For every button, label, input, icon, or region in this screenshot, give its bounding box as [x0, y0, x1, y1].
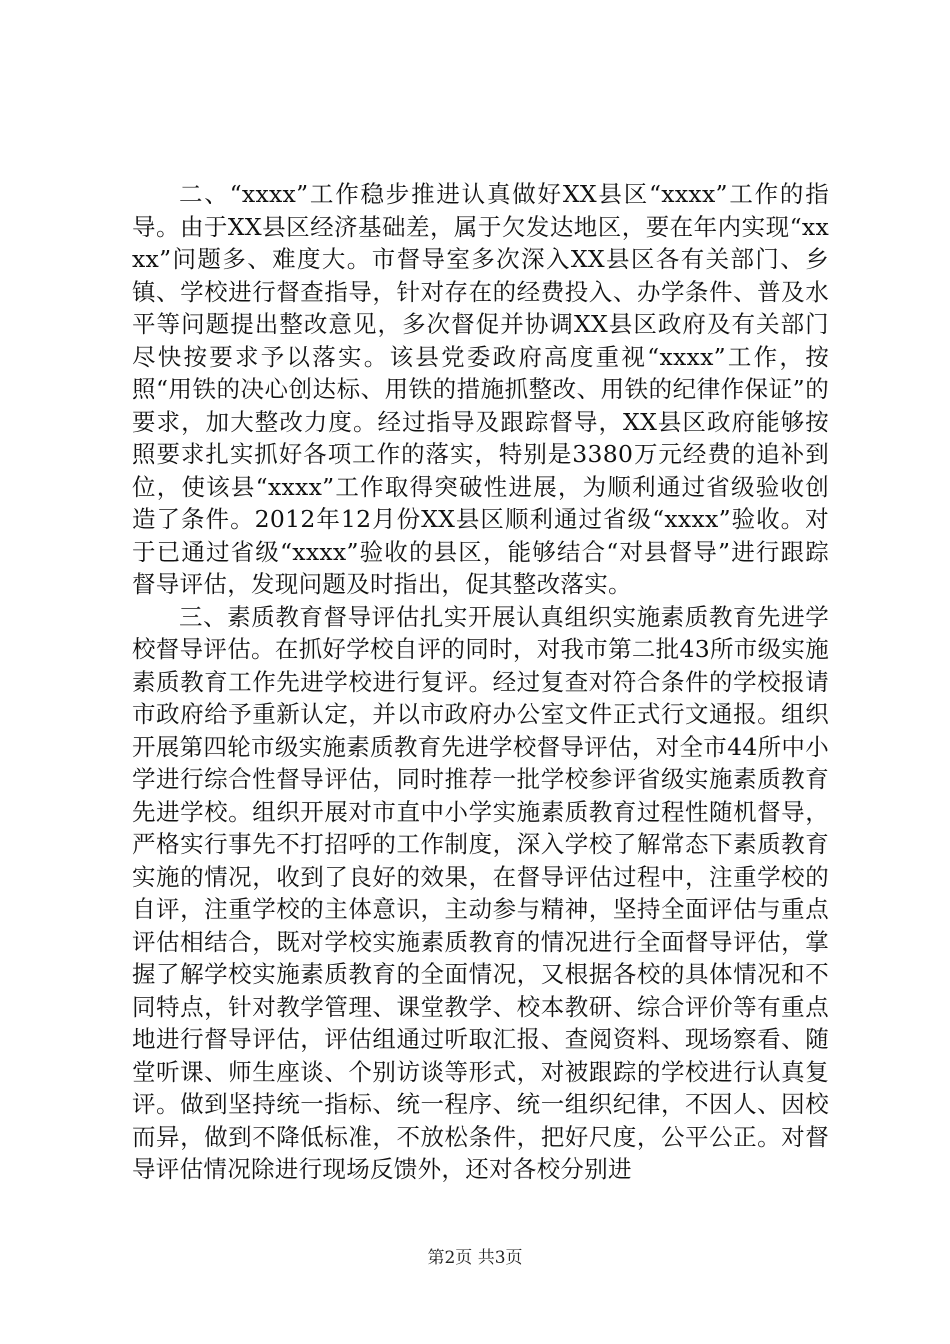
paragraph-section-two: 二、“xxxx”工作稳步推进认真做好XX县区“xxxx”工作的指导。由于XX县区经济基础差，属于欠发达地区，要在年内实现“xxxx”问题多、难度大。市督导室多次深入XX县区各有关部门、乡镇、学校进行督查指导，针对存在的经费投入、办学条件、普及水平等问题提出整改意见，多次督促并协调XX县区政府及有关部门尽快按要求予以落实。该县党委政府高度重视“xxxx”工作，按照“用铁的决心创达标、用铁的措施抓整改、用铁的纪律作保证”的要求，加大整改力度。经过指导及跟踪督导，XX县区政府能够按照要求扎实抓好各项工作的落实，特别是3380万元经费的追补到位，使该县“xxxx”工作取得突破性进展，为顺利通过省级验收创造了条件。2012年12月份XX县区顺利通过省级“xxxx”验收。对于已通过省级“xxxx”验收的县区，能够结合“对县督导”进行跟踪督导评估，发现问题及时指出，促其整改落实。: [132, 180, 829, 598]
document-body: [132, 178, 829, 1186]
page-footer: 第2页 共3页: [427, 1248, 523, 1268]
paragraph-section-three: 三、素质教育督导评估扎实开展认真组织实施素质教育先进学校督导评估。在抓好学校自评的同时，对我市第二批43所市级实施素质教育工作先进学校进行复评。经过复查对符合条件的学校报请市政府给予重新认定，并以市政府办公室文件正式行文通报。组织开展第四轮市级实施素质教育先进学校督导评估，对全市44所中小学进行综合性督导评估，同时推荐一批学校参评省级实施素质教育先进学校。组织开展对市直中小学实施素质教育过程性随机督导，严格实行事先不打招呼的工作制度，深入学校了解常态下素质教育实施的情况，收到了良好的效果，在督导评估过程中，注重学校的自评，注重学校的主体意识，主动参与精神，坚持全面评估与重点评估相结合，既对学校实施素质教育的情况进行全面督导评估，掌握了解学校实施素质教育的全面情况，又根据各校的具体情况和不同特点，针对教学管理、课堂教学、校本教研、综合评价等有重点地进行督导评估，评估组通过听取汇报、查阅资料、现场察看、随堂听课、师生座谈、个别访谈等形式，对被跟踪的学校进行认真复评。做到坚持统一指标、统一程序、统一组织纪律，不因人、因校而异，做到不降低标准，不放松条件，把好尺度，公平公正。对督导评估情况除进行现场反馈外，还对各校分别进: [132, 602, 829, 1183]
